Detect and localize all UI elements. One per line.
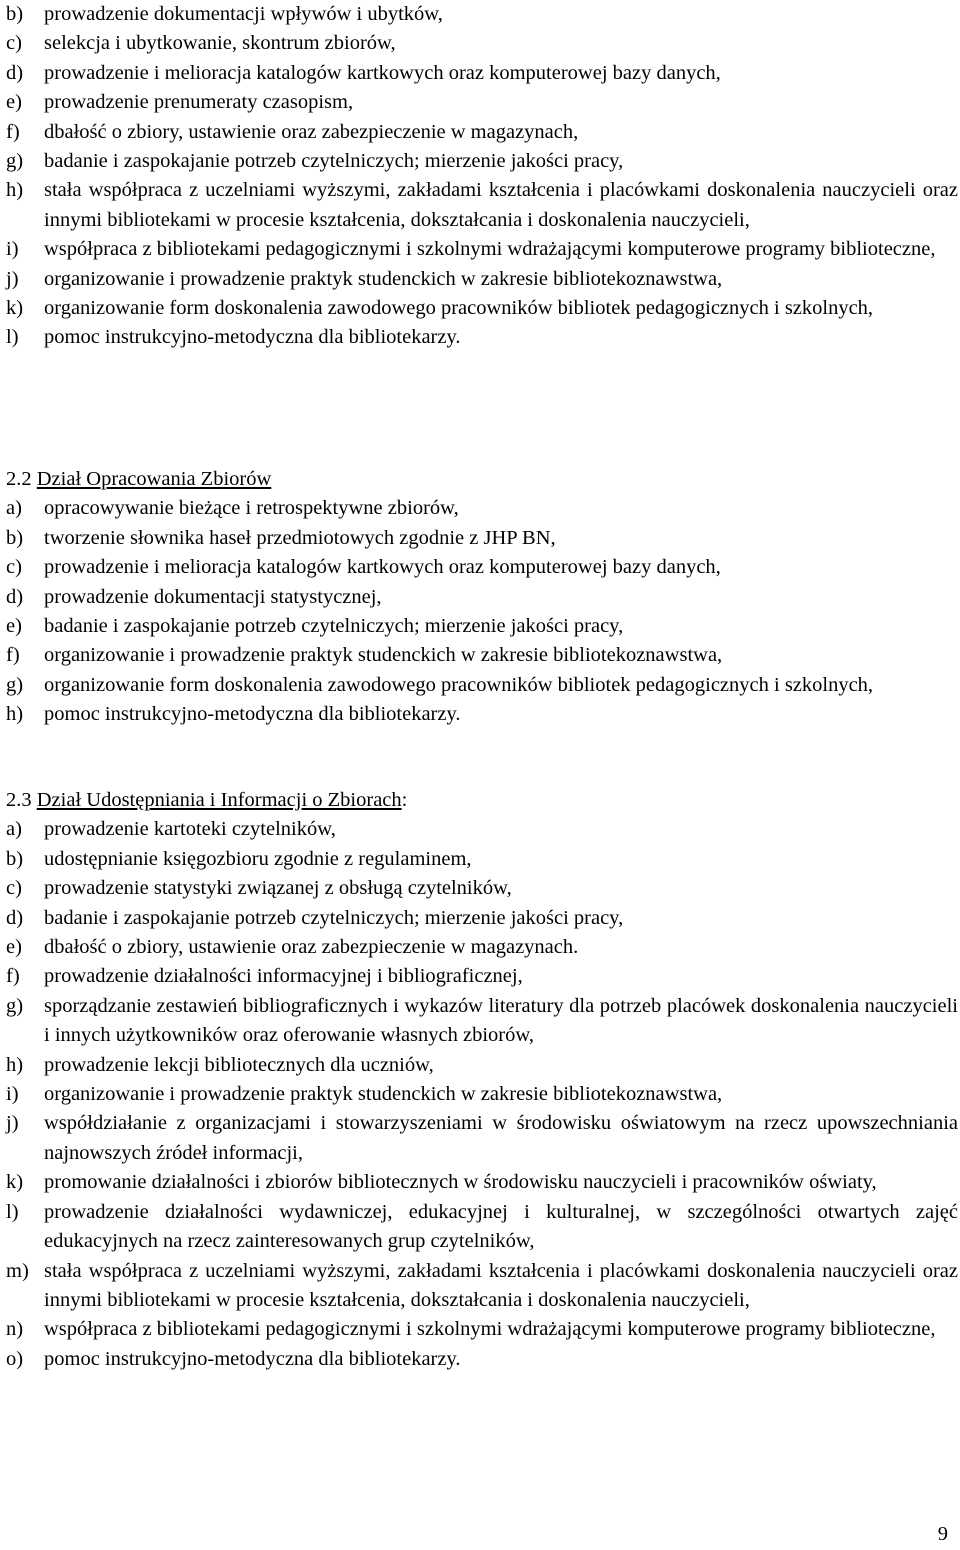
list-item-marker: b): [6, 526, 24, 549]
section-title: Dział Opracowania Zbiorów: [36, 468, 272, 490]
list-item-marker: l): [6, 326, 19, 349]
list-item-marker: j): [6, 267, 19, 290]
task-list: [6, 0, 960, 353]
list-item-text: badanie i zaspokajanie potrzeb czytelniczych; mierzenie jakości pracy,: [44, 150, 624, 173]
list-item-text: opracowywanie bieżące i retrospektywne zbiorów,: [44, 497, 459, 520]
page-number: 9: [937, 1523, 948, 1545]
list-item-text: badanie i zaspokajanie potrzeb czytelniczych; mierzenie jakości pracy,: [44, 615, 624, 638]
list-item: [6, 671, 960, 700]
list-item-text: pomoc instrukcyjno-metodyczna dla bibliotekarzy.: [44, 703, 461, 726]
list-item-marker: h): [6, 1053, 24, 1076]
list-item-marker: a): [6, 497, 22, 520]
list-item-text: organizowanie i prowadzenie praktyk studenckich w zakresie bibliotekoznawstwa,: [44, 1083, 723, 1106]
section-heading: [6, 465, 960, 494]
list-item-text: organizowanie form doskonalenia zawodowego pracowników bibliotek pedagogicznych i szkolnych,: [44, 673, 874, 696]
list-item-text: stała współpraca z uczelniami wyższymi, zakładami kształcenia i placówkami doskonalenia nauczycieli oraz innymi bibliotekami w procesie kształcenia, dokształcania i doskonalenia nauczycieli,: [44, 179, 958, 231]
list-item-text: współpraca z bibliotekami pedagogicznymi i szkolnymi wdrażającymi komputerowe programy biblioteczne,: [44, 238, 936, 261]
list-item-marker: e): [6, 615, 22, 638]
list-item-marker: m): [6, 1259, 29, 1282]
list-item-text: badanie i zaspokajanie potrzeb czytelniczych; mierzenie jakości pracy,: [44, 906, 624, 929]
list-item-marker: e): [6, 91, 22, 114]
list-item: [6, 0, 960, 29]
list-item-text: prowadzenie statystyki związanej z obsługą czytelników,: [44, 877, 512, 900]
task-list: [6, 494, 960, 729]
list-item-marker: g): [6, 673, 24, 696]
list-item-marker: d): [6, 61, 24, 84]
list-item-marker: b): [6, 3, 24, 25]
list-item: [6, 874, 960, 903]
task-list: [6, 815, 960, 1374]
list-item: [6, 1345, 960, 1374]
list-item-marker: c): [6, 556, 22, 579]
list-item-text: organizowanie i prowadzenie praktyk studenckich w zakresie bibliotekoznawstwa,: [44, 644, 723, 667]
list-item: [6, 962, 960, 991]
list-item-text: organizowanie i prowadzenie praktyk studenckich w zakresie bibliotekoznawstwa,: [44, 267, 723, 290]
list-item-text: prowadzenie kartoteki czytelników,: [44, 818, 336, 841]
list-item: [6, 29, 960, 58]
list-item-marker: h): [6, 703, 24, 726]
list-item-text: selekcja i ubytkowanie, skontrum zbiorów,: [44, 32, 396, 55]
list-item: [6, 1051, 960, 1080]
list-item-marker: d): [6, 906, 24, 929]
list-item: [6, 147, 960, 176]
list-item-marker: h): [6, 179, 24, 202]
list-item-marker: f): [6, 965, 20, 988]
list-item: [6, 235, 960, 264]
list-item-text: prowadzenie dokumentacji statystycznej,: [44, 585, 382, 608]
list-item-text: prowadzenie działalności wydawniczej, edukacyjnej i kulturalnej, w szczególności otwartych zajęć edukacyjnych na rzecz zainteresowanych grup czytelników,: [44, 1200, 958, 1253]
list-item: [6, 845, 960, 874]
list-item-marker: f): [6, 644, 20, 667]
list-item-marker: b): [6, 847, 24, 870]
list-item: [6, 294, 960, 323]
list-item-text: współdziałanie z organizacjami i stowarzyszeniami w środowisku oświatowym na rzecz upowszechniania najnowszych źródeł informacji,: [44, 1112, 958, 1164]
list-item-text: stała współpraca z uczelniami wyższymi, zakładami kształcenia i placówkami doskonalenia nauczycieli oraz innymi bibliotekami w procesie kształcenia, dokształcania i doskonalenia nauczycieli,: [44, 1259, 958, 1311]
list-item-text: współpraca z bibliotekami pedagogicznymi i szkolnymi wdrażającymi komputerowe programy biblioteczne,: [44, 1318, 936, 1341]
section-title-suffix: :: [401, 789, 408, 811]
section-number: 2.2: [6, 468, 32, 490]
list-item-marker: n): [6, 1318, 24, 1341]
list-item: [6, 904, 960, 933]
list-item: [6, 524, 960, 553]
list-item-marker: g): [6, 150, 24, 173]
list-item-text: pomoc instrukcyjno-metodyczna dla bibliotekarzy.: [44, 1347, 461, 1370]
list-item: [6, 323, 960, 352]
list-item: [6, 1109, 960, 1168]
list-item-marker: k): [6, 297, 24, 320]
list-item: [6, 700, 960, 729]
list-item: [6, 88, 960, 117]
list-item-marker: i): [6, 238, 19, 261]
section-2-3: [6, 786, 960, 1374]
list-item-text: promowanie działalności i zbiorów bibliotecznych w środowisku nauczycieli i pracowników oświaty,: [44, 1171, 877, 1194]
section-continued-list: [6, 0, 960, 353]
list-item: [6, 612, 960, 641]
list-item-text: tworzenie słownika haseł przedmiotowych zgodnie z JHP BN,: [44, 526, 556, 549]
list-item-text: sporządzanie zestawień bibliograficznych i wykazów literatury dla potrzeb placówek doskonalenia nauczycieli i innych użytkowników oraz oferowanie własnych zbiorów,: [44, 994, 958, 1047]
section-heading: [6, 786, 960, 815]
list-item: [6, 494, 960, 523]
list-item-text: prowadzenie i melioracja katalogów kartkowych oraz komputerowej bazy danych,: [44, 61, 721, 84]
list-item-text: prowadzenie dokumentacji wpływów i ubytków,: [44, 3, 443, 25]
list-item-marker: j): [6, 1112, 19, 1135]
list-item-text: prowadzenie prenumeraty czasopism,: [44, 91, 354, 114]
list-item: [6, 992, 960, 1051]
list-item: [6, 583, 960, 612]
section-2-2: [6, 465, 960, 730]
list-item: [6, 1315, 960, 1344]
list-item: [6, 1080, 960, 1109]
list-item-marker: o): [6, 1347, 24, 1370]
list-item-marker: i): [6, 1083, 19, 1106]
list-item-text: prowadzenie lekcji bibliotecznych dla uczniów,: [44, 1053, 434, 1076]
list-item-marker: c): [6, 877, 22, 900]
list-item-text: dbałość o zbiory, ustawienie oraz zabezpieczenie w magazynach.: [44, 936, 579, 959]
list-item-marker: f): [6, 120, 20, 143]
list-item: [6, 641, 960, 670]
list-item: [6, 553, 960, 582]
list-item: [6, 118, 960, 147]
list-item: [6, 1168, 960, 1197]
list-item: [6, 1198, 960, 1257]
list-item-marker: c): [6, 32, 22, 55]
list-item-text: prowadzenie i melioracja katalogów kartkowych oraz komputerowej bazy danych,: [44, 556, 721, 579]
section-title: Dział Udostępniania i Informacji o Zbiorach: [36, 789, 402, 811]
list-item: [6, 59, 960, 88]
list-item-marker: g): [6, 994, 24, 1017]
list-item: [6, 933, 960, 962]
list-item-text: udostępnianie księgozbioru zgodnie z regulaminem,: [44, 847, 472, 870]
list-item: [6, 265, 960, 294]
list-item-text: organizowanie form doskonalenia zawodowego pracowników bibliotek pedagogicznych i szkolnych,: [44, 297, 874, 320]
list-item-marker: k): [6, 1171, 24, 1194]
list-item: [6, 815, 960, 844]
list-item-text: prowadzenie działalności informacyjnej i bibliograficznej,: [44, 965, 523, 988]
list-item-marker: e): [6, 936, 22, 959]
list-item: [6, 1257, 960, 1316]
list-item-marker: a): [6, 818, 22, 841]
list-item-marker: l): [6, 1200, 19, 1223]
list-item-marker: d): [6, 585, 24, 608]
section-number: 2.3: [6, 789, 32, 811]
list-item-text: dbałość o zbiory, ustawienie oraz zabezpieczenie w magazynach,: [44, 120, 579, 143]
list-item-text: pomoc instrukcyjno-metodyczna dla bibliotekarzy.: [44, 326, 461, 349]
list-item: [6, 176, 960, 235]
